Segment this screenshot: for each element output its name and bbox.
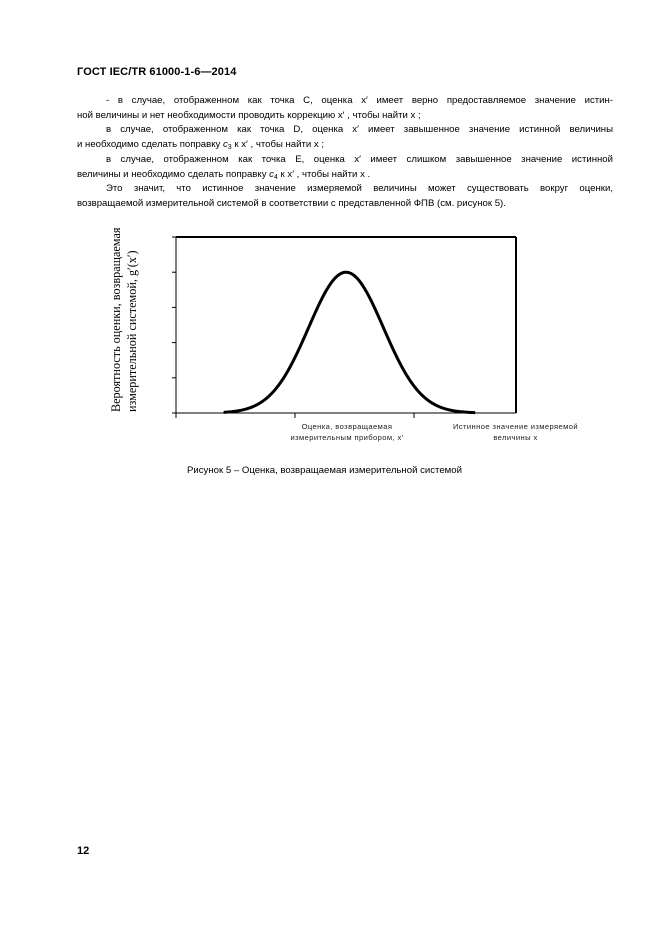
- x-axis-label-estimate: [272, 421, 422, 443]
- chart-frame: [176, 237, 516, 413]
- x-axis-label-line: измерительным прибором, x′: [290, 433, 404, 442]
- paragraph-line: - в случае, отображенном как точка C, оценка x′ имеет верно предоставляемое значение истин-: [106, 95, 613, 106]
- paragraph-line: возвращаемой измерительной системой в соответствии с представленной ФПВ (см. рисунок 5).: [77, 198, 506, 209]
- paragraph-line: в случае, отображенном как точка D, оценка x′ имеет завышенное значение истинной величины: [106, 124, 613, 135]
- pdf-curve: [224, 272, 476, 412]
- correction-symbol: c: [269, 169, 274, 180]
- text-fragment: величины и необходимо сделать поправку: [77, 169, 270, 180]
- correction-symbol: c: [223, 139, 228, 150]
- text-fragment: к x′ , чтобы найти x ;: [231, 139, 325, 150]
- text-fragment: и необходимо сделать поправку: [77, 139, 223, 150]
- x-axis-label-true-value: [438, 421, 593, 443]
- document-header: ГОСТ IEC/TR 61000-1-6—2014: [77, 66, 237, 78]
- paragraph-line: ной величины и нет необходимости проводить коррекцию x′ , чтобы найти x ;: [77, 110, 421, 121]
- chart-ticks: [172, 237, 414, 418]
- pdf-chart: [0, 0, 661, 460]
- y-axis-label: [108, 228, 140, 412]
- y-axis-label-line: измерительной системой, g′(x′): [125, 250, 139, 412]
- x-axis-label-line: величины x: [493, 433, 538, 442]
- y-axis-label-line: Вероятность оценки, возвращаемая: [109, 227, 123, 412]
- paragraph-line: Это значит, что истинное значение измеряемой величины может существовать вокруг оценки,: [106, 183, 613, 194]
- correction-index: 4: [273, 174, 278, 181]
- page-number: 12: [77, 845, 90, 857]
- correction-index: 3: [227, 144, 232, 151]
- x-axis-label-line: Оценка, возвращаемая: [301, 422, 393, 431]
- x-axis-label-line: Истинное значение измеряемой: [452, 422, 579, 431]
- text-fragment: к x′ , чтобы найти x .: [277, 169, 371, 180]
- paragraph-line: в случае, отображенном как точка E, оценка x′ имеет слишком завышенное значение истинной: [106, 154, 613, 165]
- figure-caption: Рисунок 5 – Оценка, возвращаемая измерительной системой: [187, 465, 462, 476]
